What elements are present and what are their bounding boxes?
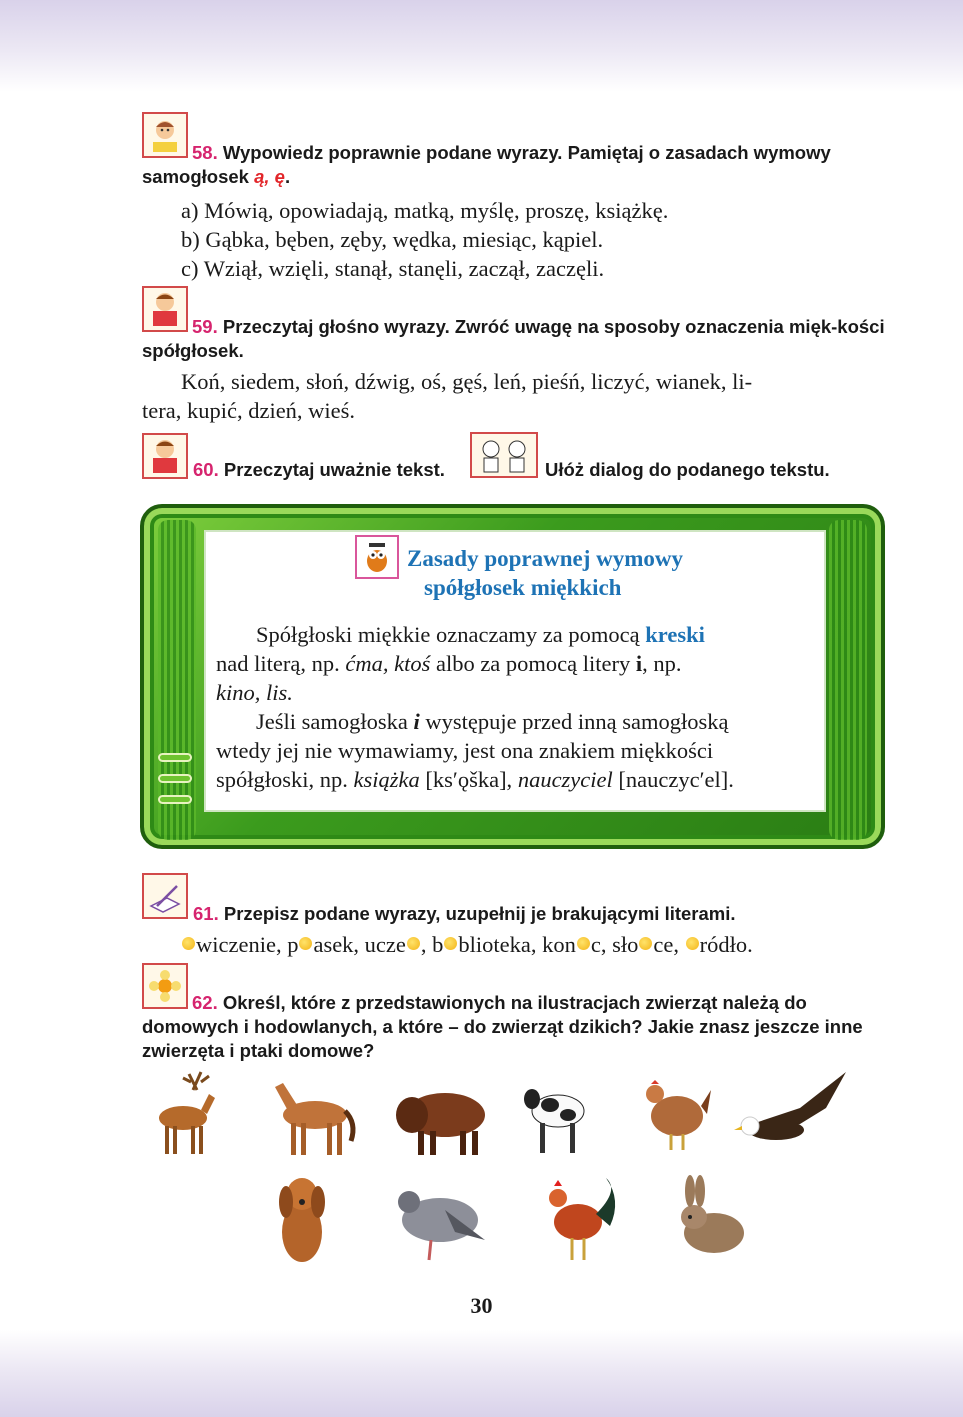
- task-58-line-a: a) Mówią, opowiadają, matką, myślę, proszę, książkę.: [181, 198, 669, 223]
- bison-icon: [390, 1075, 500, 1160]
- blank-dot-2: [299, 937, 312, 950]
- task-60-number: 60.: [193, 459, 219, 480]
- writing-book-icon: [142, 873, 188, 919]
- rule-kreski: kreski: [645, 622, 705, 647]
- blank-dot-3: [407, 937, 420, 950]
- rule-p2d: spółgłoski, np.: [216, 767, 354, 792]
- blank-dot-7: [686, 937, 699, 950]
- task-59-text: Przeczytaj głośno wyrazy. Zwróć uwagę na sposoby oznaczenia mięk-kości spółgłosek: [142, 316, 885, 361]
- rule-p2b: występuje przed inną samogłoską: [419, 709, 729, 734]
- owl-teacher-icon: [355, 535, 399, 579]
- chalk-3: [158, 795, 192, 804]
- reading-child-icon-2: [142, 433, 188, 479]
- task-58-end: .: [284, 166, 291, 187]
- task-61-instruction: [193, 902, 893, 926]
- blank-dot-4: [444, 937, 457, 950]
- rule-p1-line3: [216, 678, 293, 707]
- hen-icon: [635, 1070, 715, 1155]
- rule-p1-line2: [216, 649, 682, 678]
- rule-p1b: nad literą, np.: [216, 651, 346, 676]
- horse-icon: [265, 1075, 365, 1160]
- eagle-icon: [730, 1068, 850, 1163]
- rule-title-1: Zasady poprawnej wymowy: [407, 546, 684, 571]
- cow-icon: [518, 1073, 593, 1158]
- page-number: 30: [470, 1293, 493, 1318]
- bottom-band: [0, 1330, 963, 1417]
- pigeon-icon: [385, 1170, 495, 1265]
- rule-p2-transcription-2: [nauczyc′el].: [612, 767, 734, 792]
- task-61-word-4: blioteka, kon: [458, 932, 576, 957]
- task-61-word-1: wiczenie, p: [196, 932, 299, 957]
- deer-icon: [143, 1070, 233, 1160]
- task-60-text-2: Ułóż dialog do podanego tekstu.: [545, 459, 830, 480]
- rule-p1-example-2: kino, lis.: [216, 680, 293, 705]
- task-62-text: Określ, które z przedstawionych na ilustracjach zwierząt należą do domowych i hodowlanych, a które – do zwierząt dzikich? Jakie znasz jeszcze inne zwierzęta i ptaki domowe?: [142, 992, 863, 1061]
- task-59-line-1: Koń, siedem, słoń, dźwig, oś, gęś, leń, pieśń, liczyć, wianek, li-: [181, 369, 753, 394]
- task-61-word-5: c, sło: [590, 932, 639, 957]
- rule-title-2: spółgłosek miękkich: [424, 575, 622, 600]
- rule-p2a: Jeśli samogłoska: [256, 709, 414, 734]
- task-61-word-7: ródło.: [699, 932, 753, 957]
- chalk-1: [158, 753, 192, 762]
- rule-p1-line1: [256, 620, 705, 649]
- rule-p2-line2: wtedy jej nie wymawiamy, jest ona znakiem miękkości: [216, 738, 714, 763]
- task-58-letters: ą, ę: [254, 166, 285, 187]
- task-61-number: 61.: [193, 903, 219, 924]
- board-right-frame: [829, 520, 867, 840]
- rabbit-icon: [668, 1173, 753, 1263]
- rule-p2-transcription-1: [ks′ǫška],: [419, 767, 518, 792]
- rule-p2-example-1: książka: [353, 767, 420, 792]
- task-59-line-2: tera, kupić, dzień, wieś.: [142, 398, 356, 423]
- rule-p2-line3: [216, 765, 734, 794]
- task-60-text-1: Przeczytaj uważnie tekst.: [223, 459, 445, 480]
- rule-p1a: Spółgłoski miękkie oznaczamy za pomocą: [256, 622, 646, 647]
- task-58-number: 58.: [192, 142, 218, 163]
- top-band: [0, 0, 963, 92]
- task-58-line-b: b) Gąbka, bęben, zęby, wędka, miesiąc, kąpiel.: [181, 227, 604, 252]
- dog-icon: [270, 1168, 335, 1268]
- rule-p2-i: i: [413, 709, 420, 734]
- blank-dot-1: [182, 937, 195, 950]
- task-60-part1: [193, 458, 473, 482]
- task-59-instruction: [142, 315, 890, 363]
- task-61-text: Przepisz podane wyrazy, uzupełnij je brakującymi literami.: [223, 903, 736, 924]
- task-61-word-3: , b: [420, 932, 444, 957]
- rule-p2-line1: [256, 707, 728, 736]
- task-62-instruction: [142, 991, 890, 1063]
- task-58-instruction: [142, 141, 890, 189]
- chalk-2: [158, 774, 192, 783]
- task-62-number: 62.: [192, 992, 218, 1013]
- rooster-icon: [530, 1170, 625, 1265]
- rule-p2-example-2: nauczyciel: [517, 767, 613, 792]
- board-left-frame: [158, 520, 196, 840]
- rule-p1-i: i: [635, 651, 643, 676]
- task-59-number: 59.: [192, 316, 218, 337]
- task-61-word-6: ce,: [653, 932, 685, 957]
- task-59-end: .: [238, 340, 244, 361]
- task-58-text: Wypowiedz poprawnie podane wyrazy. Pamiętaj o zasadach wymowy samogłosek: [142, 142, 831, 187]
- rule-p1d: , np.: [642, 651, 682, 676]
- rule-p1-example: ćma, ktoś: [345, 651, 431, 676]
- dialog-icon: [470, 432, 538, 478]
- task-61-word-2: asek, ucze: [313, 932, 406, 957]
- rule-p1c: albo za pomocą litery: [430, 651, 636, 676]
- task-61-words: [181, 930, 753, 959]
- blank-dot-5: [577, 937, 590, 950]
- task-58-line-c: c) Wziął, wzięli, stanął, stanęli, zaczął, zaczęli.: [181, 256, 605, 281]
- blank-dot-6: [639, 937, 652, 950]
